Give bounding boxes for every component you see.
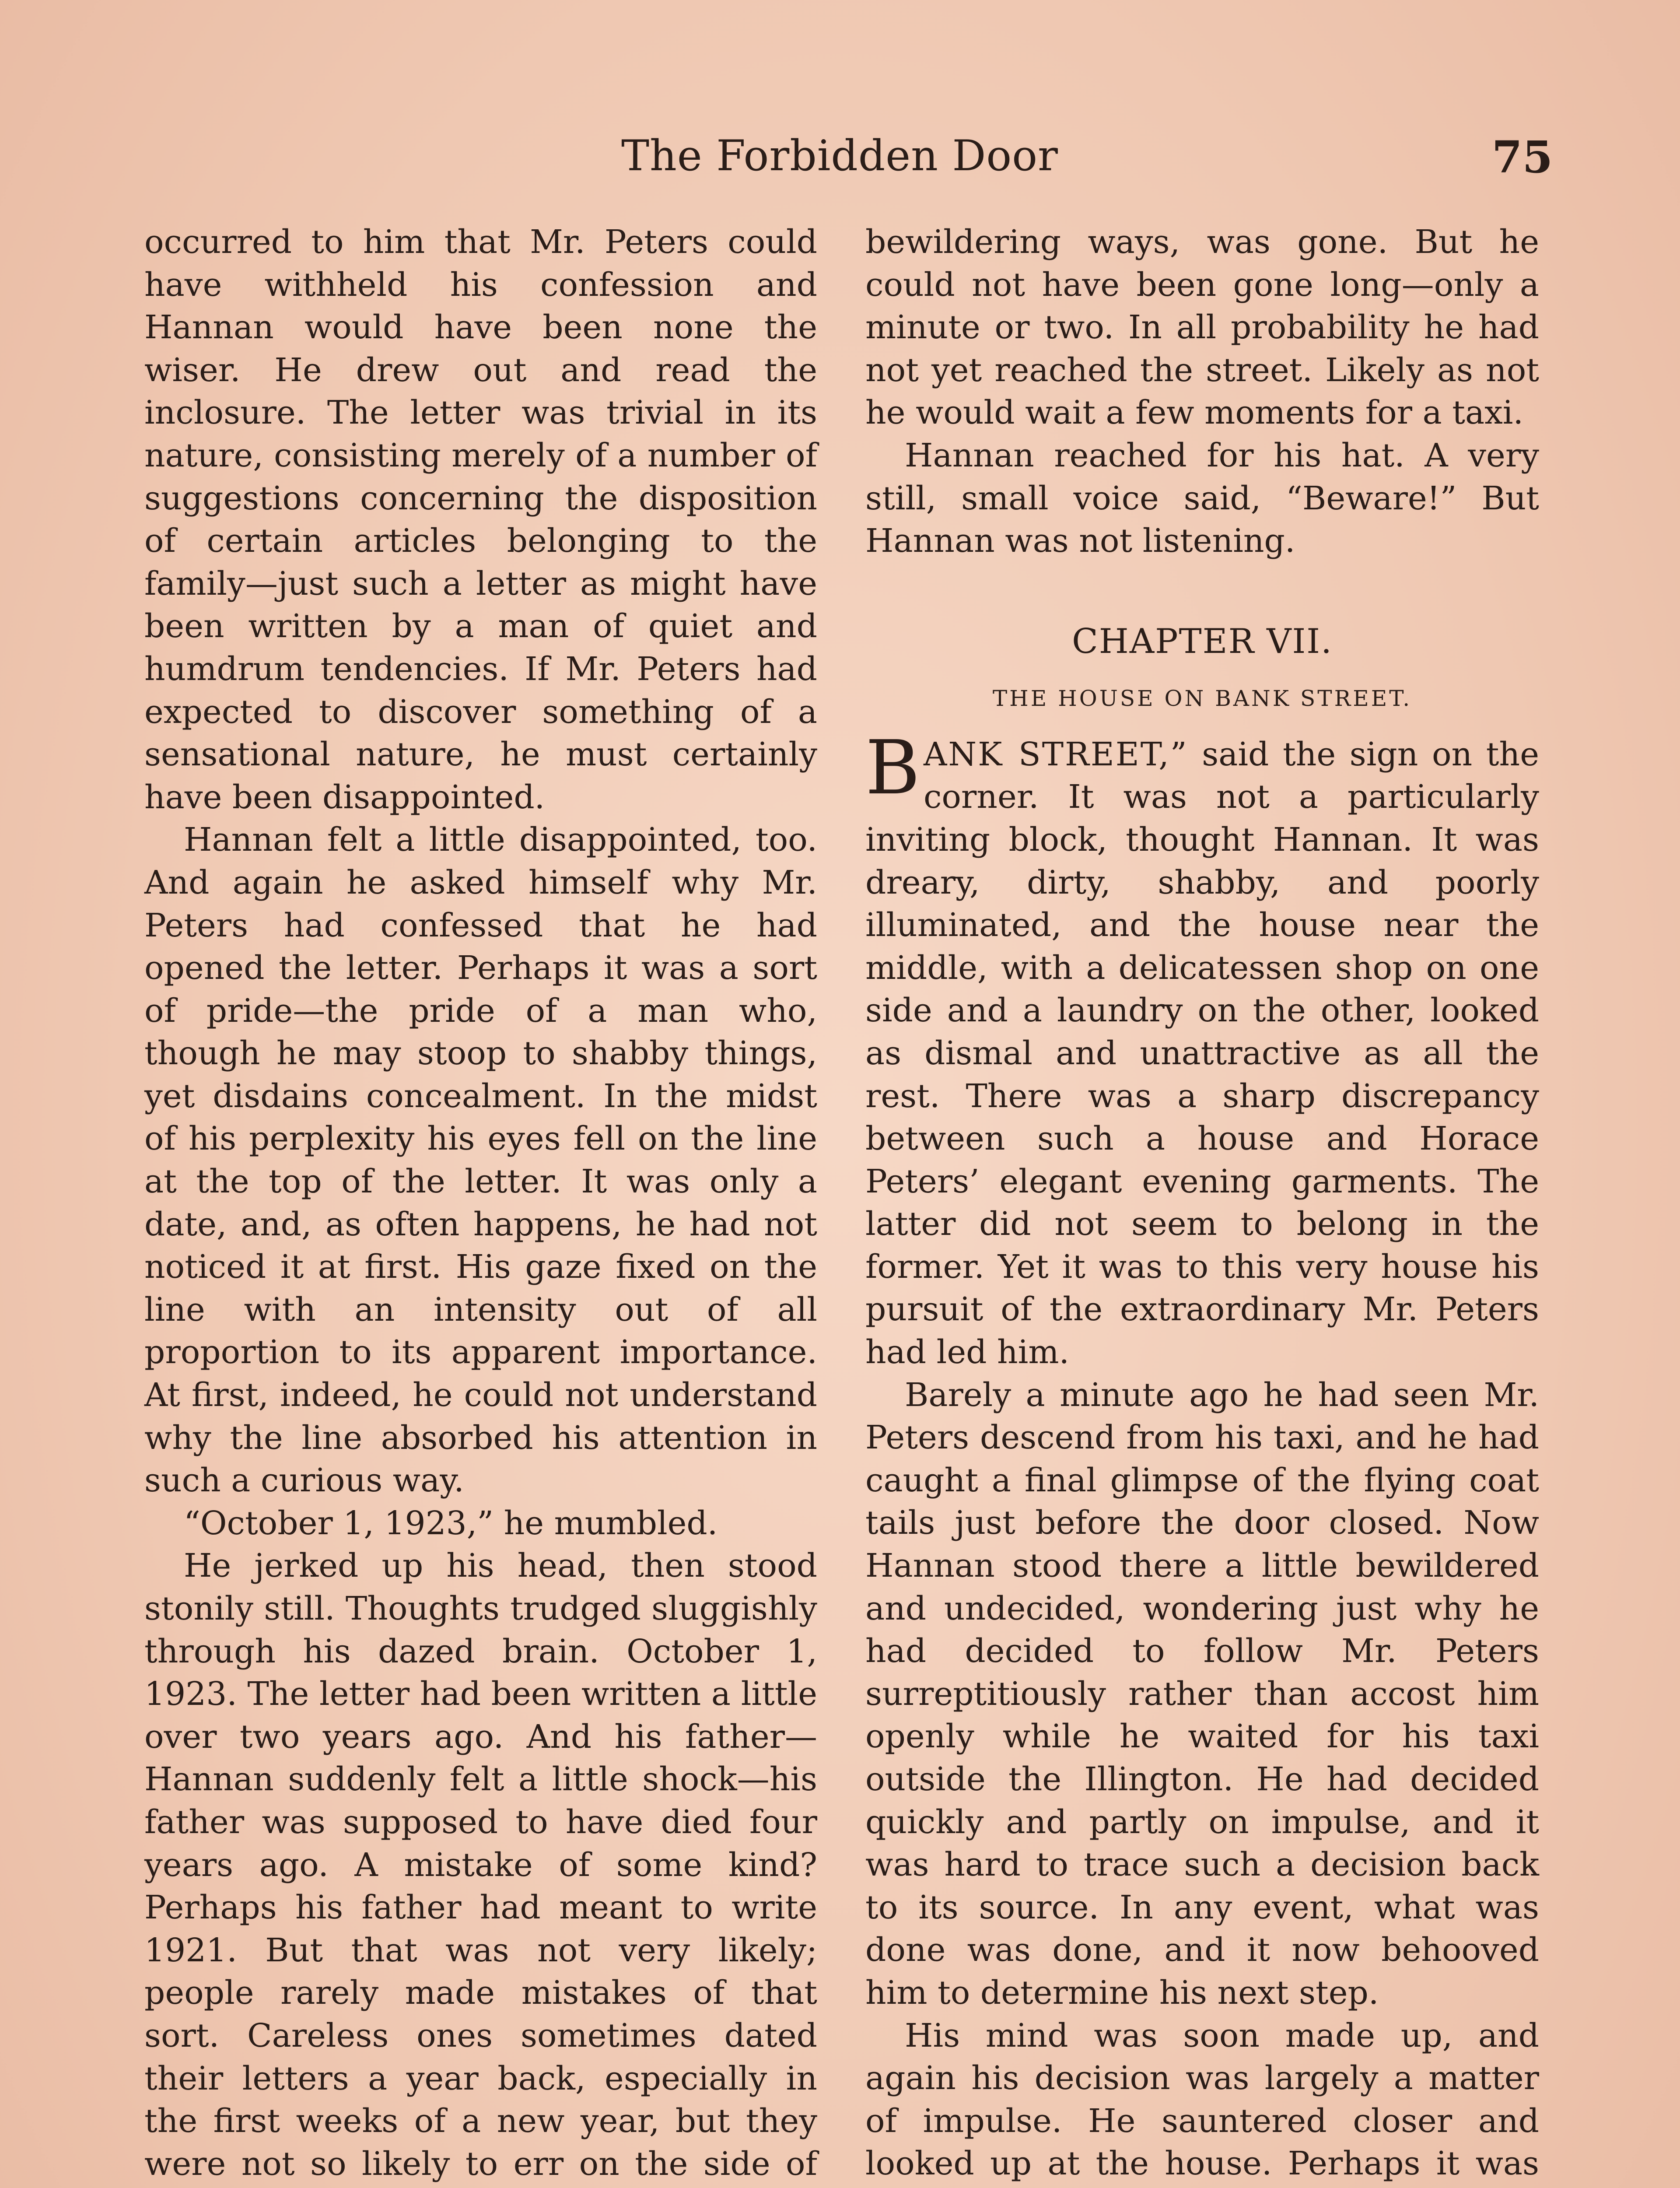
lead-caps: ANK STREET,”	[923, 735, 1188, 773]
chapter-subtitle: THE HOUSE ON BANK STREET.	[992, 685, 1412, 711]
paragraph: Hannan reached for his hat. A very still, small voice said, “Beware!” But Hannan was not listening.	[865, 436, 1539, 560]
page-number: 75	[1492, 131, 1553, 183]
drop-cap: B	[865, 724, 920, 811]
paragraph: His mind was soon made up, and again his decision was largely a matter of impulse. He sauntered closer and looked up at the house. Perhaps it was	[865, 2016, 1539, 2183]
running-title: The Forbidden Door	[621, 131, 1058, 180]
paragraph: “October 1, 1923,” he mumbled.	[184, 1504, 718, 1542]
chapter-opening-paragraph	[865, 724, 1539, 1374]
paragraph: Barely a minute ago he had seen Mr. Peters descend from his taxi, and he had caught a final glimpse of the flying coat tails just before the door closed. Now Hannan stood there a little bewildered and undecided, wondering just why he had decided to follow Mr. Peters surreptitiously rather than accost him openly while he waited for his taxi outside the Illington. He had decided quickly and partly on impulse, and it was hard to trace such a decision back to its source. In any event, what was done was done, and it now behooved him to determine his next step.	[865, 1376, 1539, 2012]
paragraph: occurred to him that Mr. Peters could have withheld his confession and Hannan would have been none the wiser. He drew out and read the inclosure. The letter was trivial in its nature, consisting merely of a number of suggestions concerning the disposition of certain articles belonging to the family—just such a letter as might have been written by a man of quiet and humdrum tendencies. If Mr. Peters had expected to discover something of a sensational nature, he must certainly have been disappointed.	[144, 223, 817, 816]
left-column	[144, 221, 817, 2188]
paragraph: Hannan felt a little disappointed, too. And again he asked himself why Mr. Peters had confessed that he had opened the letter. Perhaps it was a sort of pride—the pride of a man who, though he may stoop to shabby things, yet disdains concealment. In the midst of his perplexity his eyes fell on the line at the top of the letter. It was only a date, and, as often happens, he had not noticed it at first. His gaze fixed on the line with an intensity out of all proportion to its apparent importance. At first, indeed, he could not understand why the line absorbed his attention in such a curious way.	[144, 821, 817, 1500]
page-header	[0, 131, 1680, 188]
chapter-title: CHAPTER VII.	[1072, 621, 1333, 661]
paragraph: He jerked up his head, then stood stonily still. Thoughts trudged sluggishly through his dazed brain. October 1, 1923. The letter had been written a little over two years ago. And his father—Hannan suddenly felt a little shock—his father was supposed to have died four years ago. A mistake of some kind? Perhaps his father had meant to write 1921. But that was not very likely; people rarely made mistakes of that sort. Careless ones sometimes dated their letters a year back, especially in the first weeks of a new year, but they were not so likely to err on the side of	[144, 1547, 817, 2183]
right-column	[865, 221, 1539, 2188]
paragraph: bewildering ways, was gone. But he could not have been gone long—only a minute or two. In all probability he had not yet reached the street. Likely as not he would wait a few moments for a taxi.	[865, 223, 1539, 432]
paragraph-text: said the sign on the corner. It was not a particularly inviting block, thought Hannan. It was dreary, dirty, shabby, and poorly illuminated, and the house near the middle, with a delicatessen shop on one side and a laundry on the other, looked as dismal and unattractive as all the rest. There was a sharp discrepancy between such a house and Horace Peters’ elegant evening garments. The latter did not seem to belong in the former. Yet it was to this very house his pursuit of the extraordinary Mr. Peters had led him.	[865, 735, 1539, 1371]
